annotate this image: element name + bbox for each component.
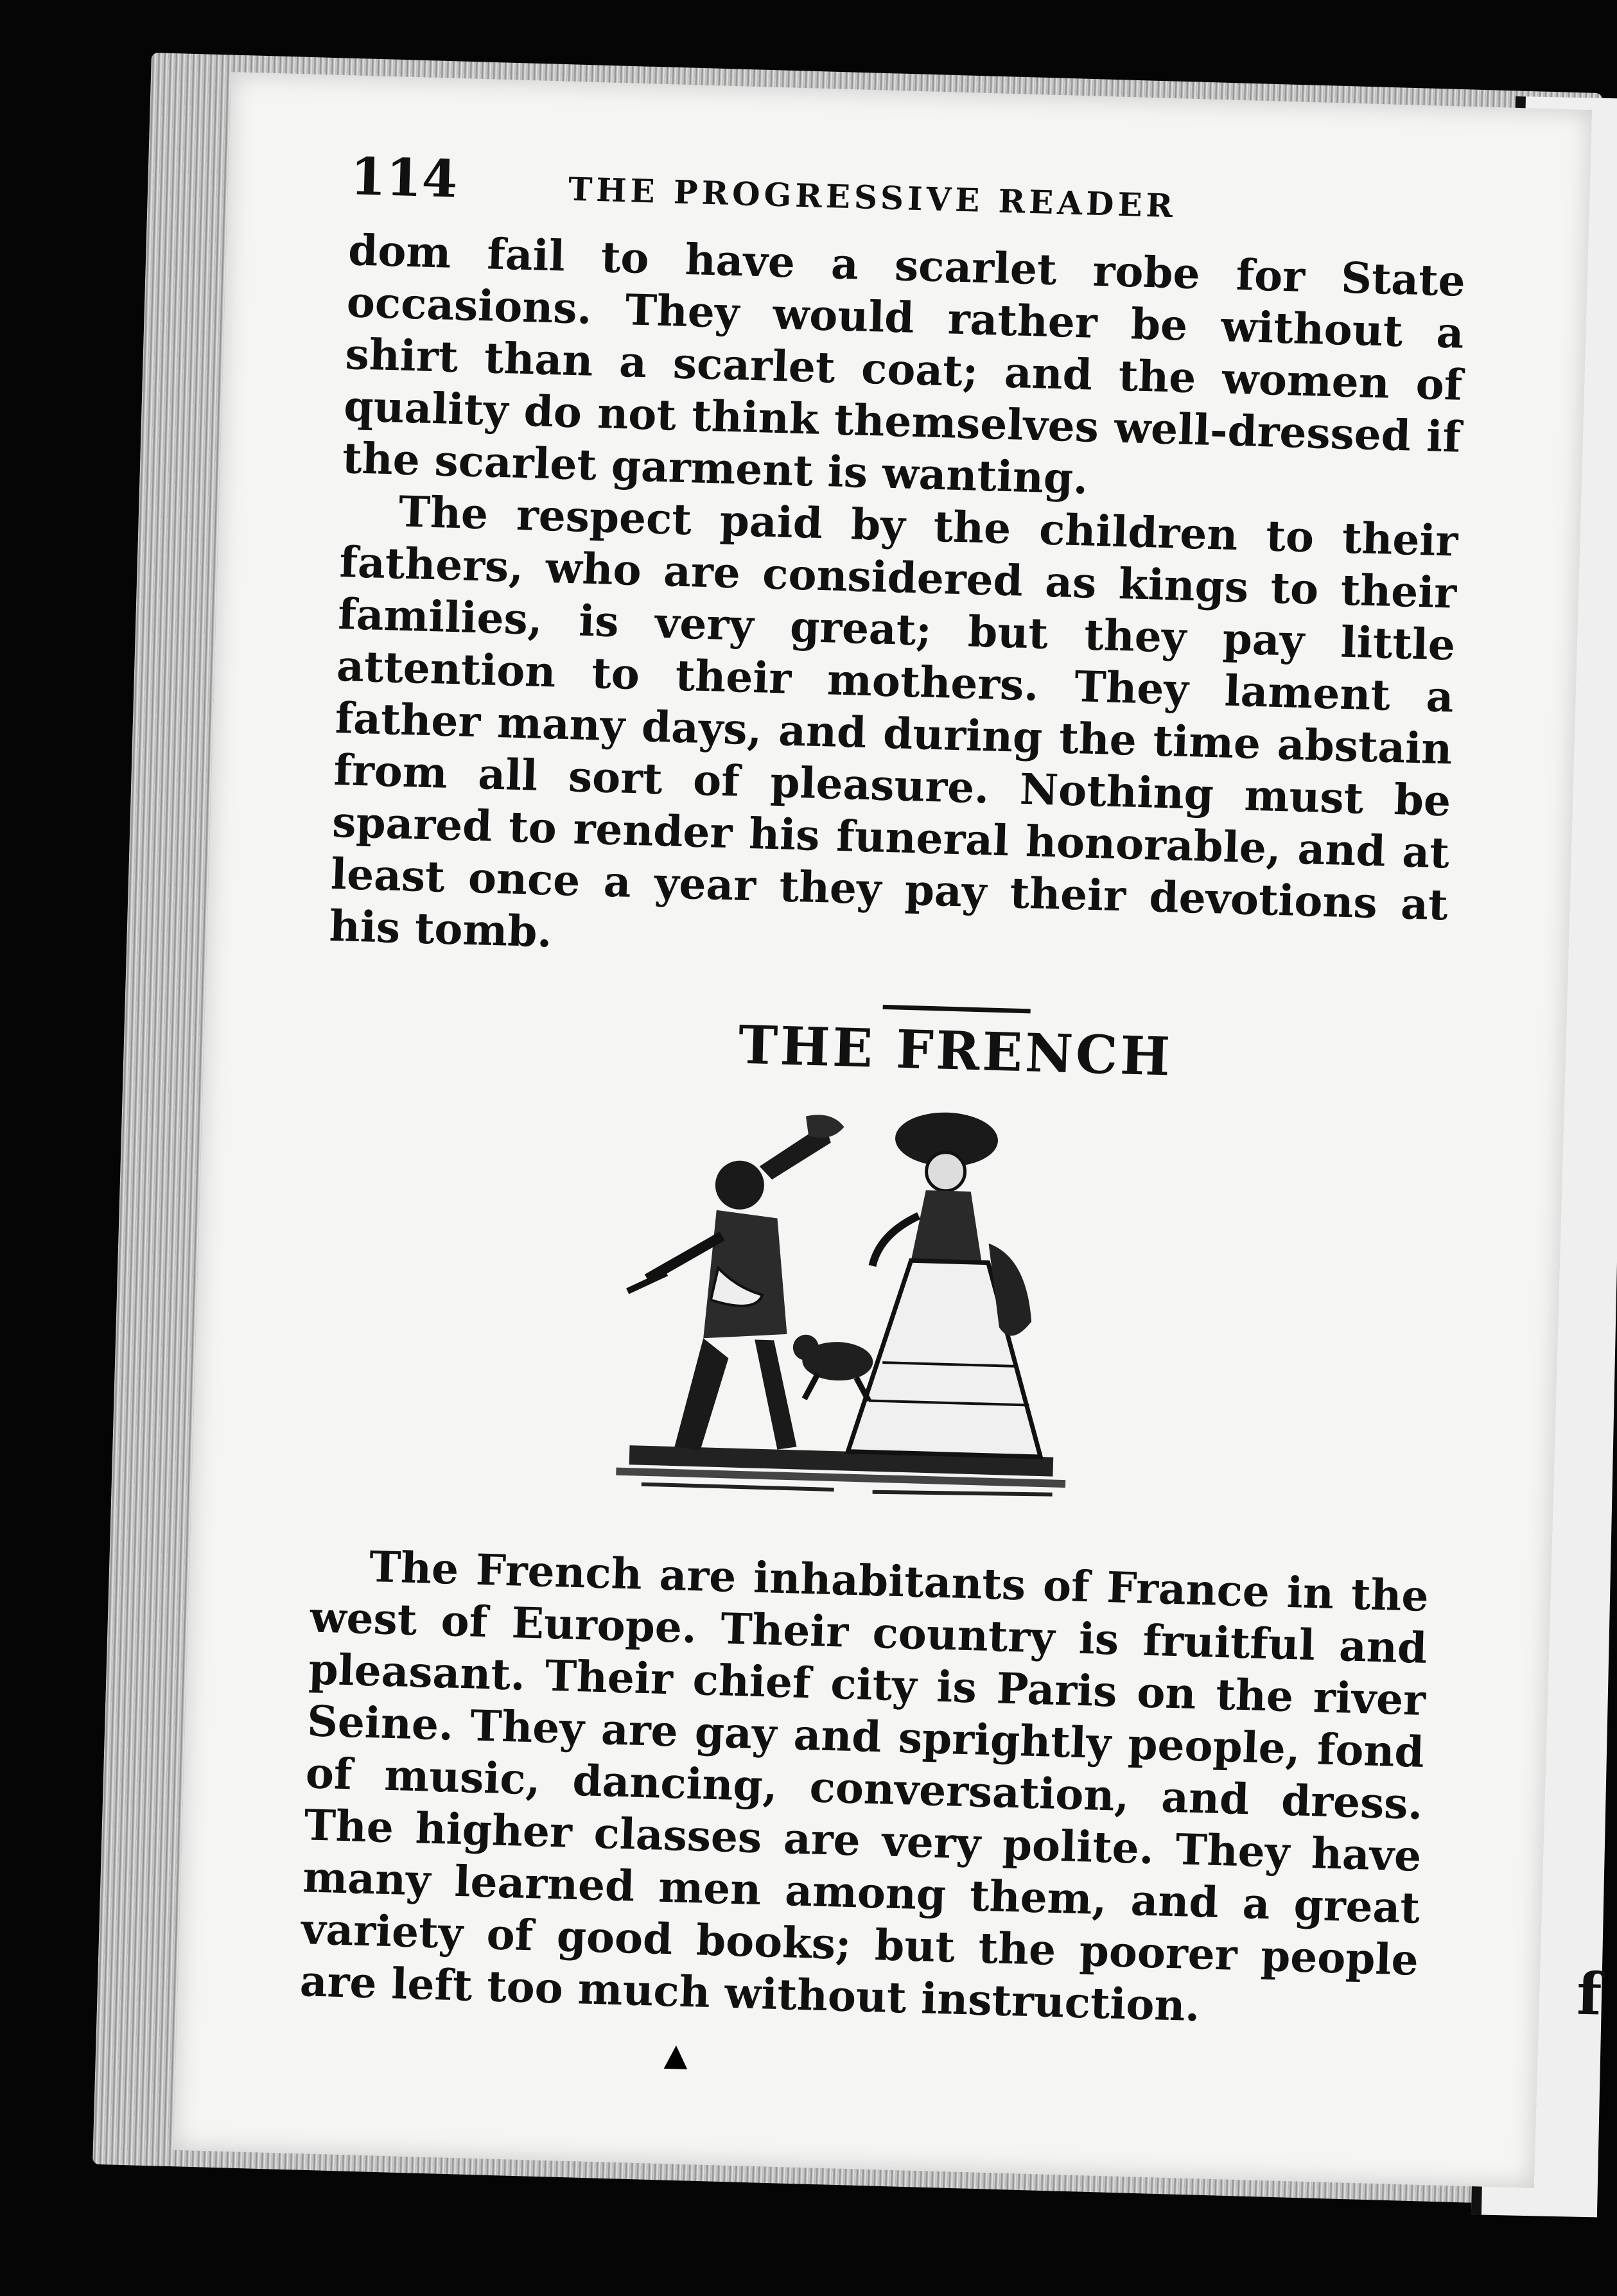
- paragraph-scarlet-robe: dom fail to have a scarlet robe for State occasions. They would rather be without a shirt than a scarlet coat; and the women of quality do not think themselves well-dressed if the scarlet garment is wanting.: [342, 225, 1466, 504]
- page-number: 114: [349, 146, 459, 209]
- page-content: [299, 146, 1468, 2038]
- paragraph-the-french: The French are inhabitants of France in the west of Europe. Their country is fruitful and pleasant. Their chief city is Paris on the river Seine. They are gay and sprightly people, fond of music, dancing, conversation, and dress. The higher classes are very polite. They have many learned men among them, and a great variety of good books; but the poorer people are left too much without instruction.: [299, 1541, 1429, 2031]
- end-ornament: ▲: [663, 2037, 688, 2074]
- dog-figure: [792, 1334, 874, 1400]
- facing-page-letter: f: [1576, 1960, 1603, 2029]
- running-head: THE PROGRESSIVE READER: [568, 170, 1177, 225]
- section-title: THE FRENCH: [737, 1014, 1174, 1088]
- paragraph-respect-fathers: The respect paid by the children to their fathers, who are considered as kings to their families, is very great; but they pay little attention to their mothers. They lament a father many days, and during the time abstain from all sort of pleasure. Nothing must be spared to render his funeral honorable, and at least once a year they pay their devotions at his tomb.: [328, 486, 1459, 957]
- gentleman-figure: [623, 1109, 844, 1454]
- woodcut-illustration: [602, 1085, 1102, 1516]
- book-page: [173, 72, 1593, 2188]
- section-rule: [883, 1005, 1031, 1013]
- lady-figure: [848, 1110, 1050, 1457]
- page-header: [349, 146, 1468, 238]
